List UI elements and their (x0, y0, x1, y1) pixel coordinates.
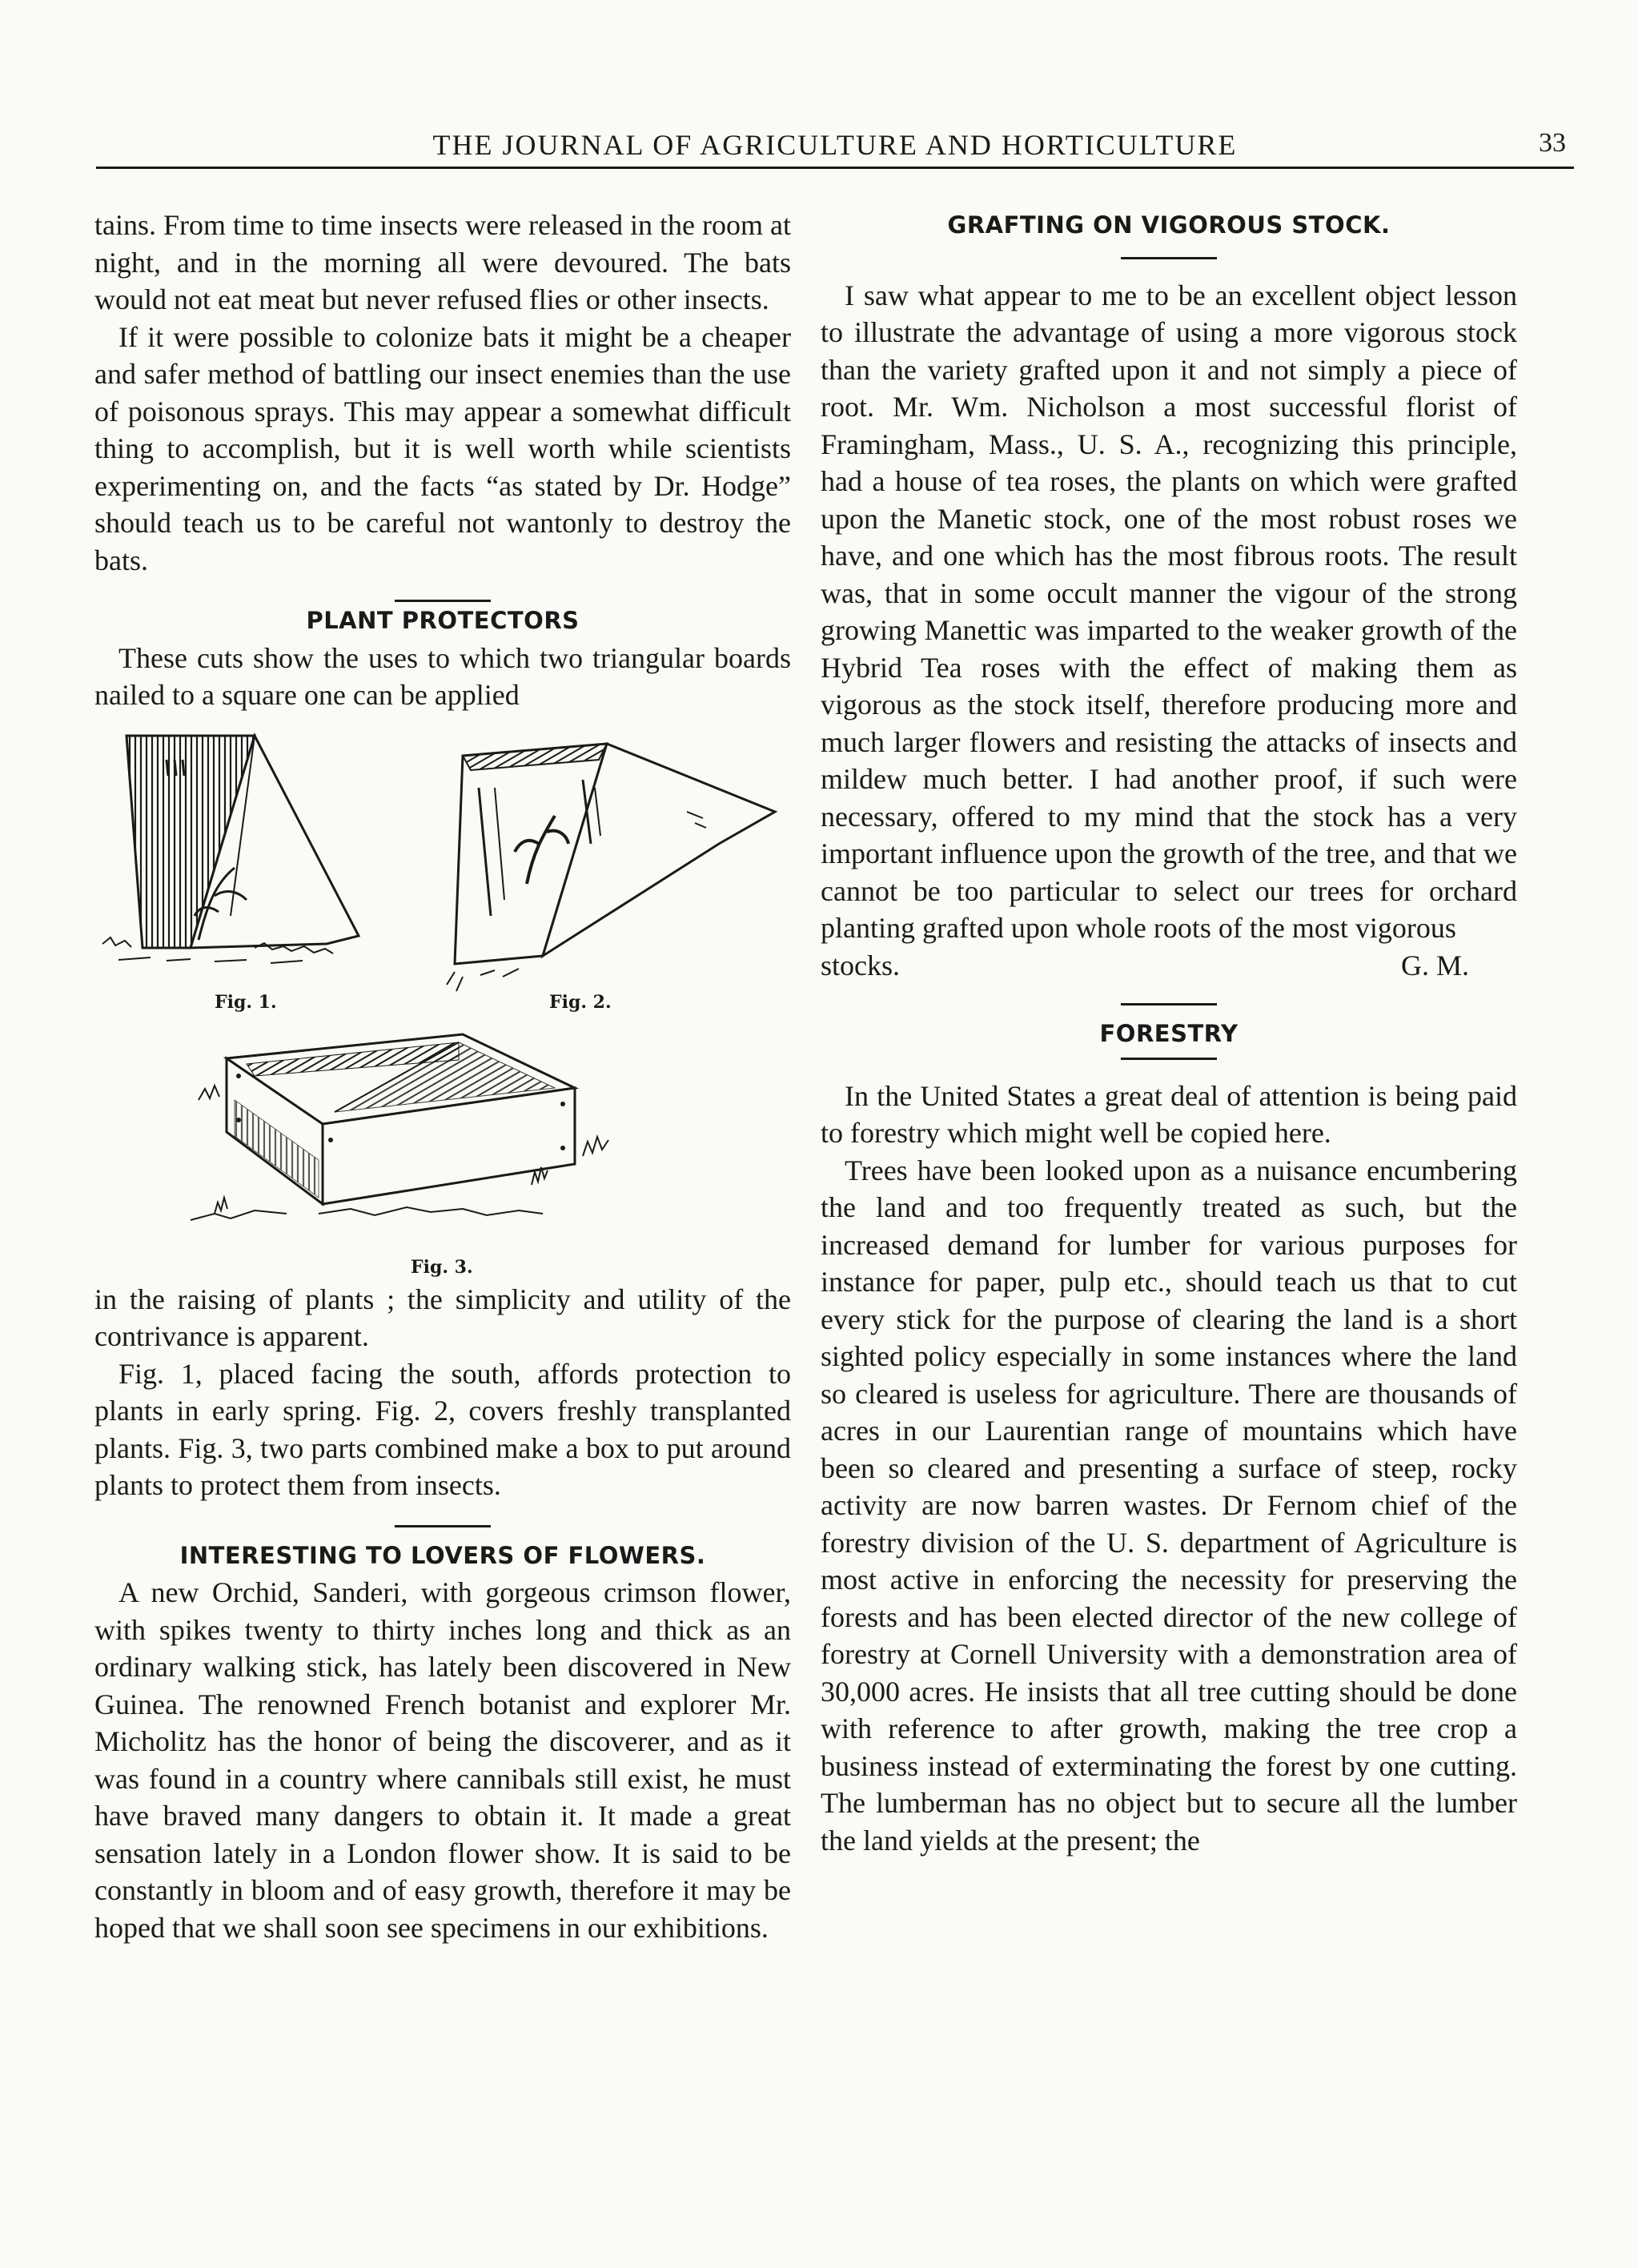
grafting-paragraph: I saw what appear to me to be an excellent object lesson to illustrate the advantage of using a more vigorous stock than the variety grafted upon it and not simply a piece of root. Mr. Wm. Nicholson a most successful florist of Framingham, Mass., U. S. A., recognizing this principle, had a house of tea roses, the plants on which were grafted upon the Manetic stock, one of the most robust roses we have, and one which has the most fibrous roots. The result was, that in some occult manner the vigour of the strong growing Manettic was imparted to the weaker growth of the Hybrid Tea roses with the effect of making them as vigorous as the stock itself, therefore producing more and much larger flowers and resisting the attacks of insects and mildew much better. I had another proof, if such were necessary, offered to my mind that the stock has a very important influence upon the growth of the tree, and that we cannot be too particular to select our trees for orchard planting grafted upon whole roots of the most vigorous (821, 279, 1517, 944)
left-column (94, 207, 791, 1946)
running-head (96, 126, 1574, 169)
grafting-heading: GRAFTING ON VIGOROUS STOCK. (947, 211, 1391, 239)
plant-protectors-intro: These cuts show the uses to which two triangular boards nailed to a square one can be applied (94, 641, 791, 711)
fig-2-caption: Fig. 2. (549, 991, 612, 1013)
grafting-signoff-line (821, 947, 1517, 985)
right-column (821, 207, 1517, 1859)
flowers-heading: INTERESTING TO LOVERS OF FLOWERS. (179, 1541, 706, 1569)
fig-2-drawing (447, 744, 775, 991)
page-number: 33 (1539, 128, 1566, 158)
forestry-heading: FORESTRY (1099, 1020, 1239, 1047)
forestry-intro-paragraph: In the United States a great deal of attention is being paid to forestry which might well be copied here. (821, 1079, 1517, 1149)
author-signature: G. M. (1400, 949, 1469, 981)
bats-conclusion-paragraph: If it were possible to colonize bats it might be a cheaper and safer method of battling our insect enemies than the use of poisonous sprays. This may appear a somewhat difficult thing to accomplish, but it is well worth while scientists experimenting on, and the facts “as stated by Dr. Hodge” should teach us to be careful not wantonly to destroy the bats. (94, 320, 791, 576)
plant-protectors-heading: PLANT PROTECTORS (306, 607, 580, 634)
orchid-paragraph: A new Orchid, Sanderi, with gorgeous crimson flower, with spikes twenty to thirty inches long and thick as an ordinary walking stick, has lately been discovered in New Guinea. The renowned French botanist and explorer Mr. Micholitz has the honor of being the discoverer, and as it was found in a country where cannibals still exist, he must have braved many dangers to obtain it. It made a great sensation lately in a London flower show. It is said to be constantly in bloom and of easy growth, therefore it may be hoped that we shall soon see specimens in our exhibitions. (94, 1576, 791, 1944)
plant-protectors-continuation: in the raising of plants ; the simplicity and utility of the contrivance is apparent. (94, 1283, 791, 1352)
plant-protectors-figures-description: Fig. 1, placed facing the south, affords protection to plants in early spring. Fig. 2, covers freshly transplanted plants. Fig. 3, two parts combined make a box to put around plants to protect them from insects. (94, 1357, 791, 1501)
plant-protector-figures (94, 724, 791, 1276)
forestry-main-paragraph: Trees have been looked upon as a nuisance encumbering the land and too frequently treated as such, but the increased demand for lumber for various purposes for instance for paper, pulp etc., should teach us that to cut every stick for the purpose of clearing the land is a short sighted policy especially in some instances where the land so cleared is useless for agriculture. There are thousands of acres in our Laurentian range of mountains which have been so cleared and presenting a surface of steep, rocky activity are now barren wastes. Dr Fernom chief of the forestry division of the U. S. department of Agriculture is most active in enforcing the necessity for preserving the forests and has been elected director of the new college of forestry at Cornell University with a demonstration area of 30,000 acres. He insists that all tree cutting should be done with reference to after growth, making the tree crop a business instead of exterminating the forest by one cutting. The lumberman has no object but to secure all the lumber the land yields at the present; the (821, 1154, 1517, 1857)
fig-3-drawing (191, 1034, 608, 1220)
fig-3-caption: Fig. 3. (411, 1256, 473, 1278)
grafting-last-word: stocks. (821, 949, 900, 981)
journal-title: THE JOURNAL OF AGRICULTURE AND HORTICULTURE (432, 129, 1238, 161)
fig-1-drawing (102, 736, 359, 963)
fig-1-caption: Fig. 1. (215, 991, 277, 1013)
bats-continuation-paragraph: tains. From time to time insects were released in the room at night, and in the morning all were devoured. The bats would not eat meat but never refused flies or other insects. (94, 209, 791, 315)
plant-protector-illustration (94, 724, 791, 1276)
